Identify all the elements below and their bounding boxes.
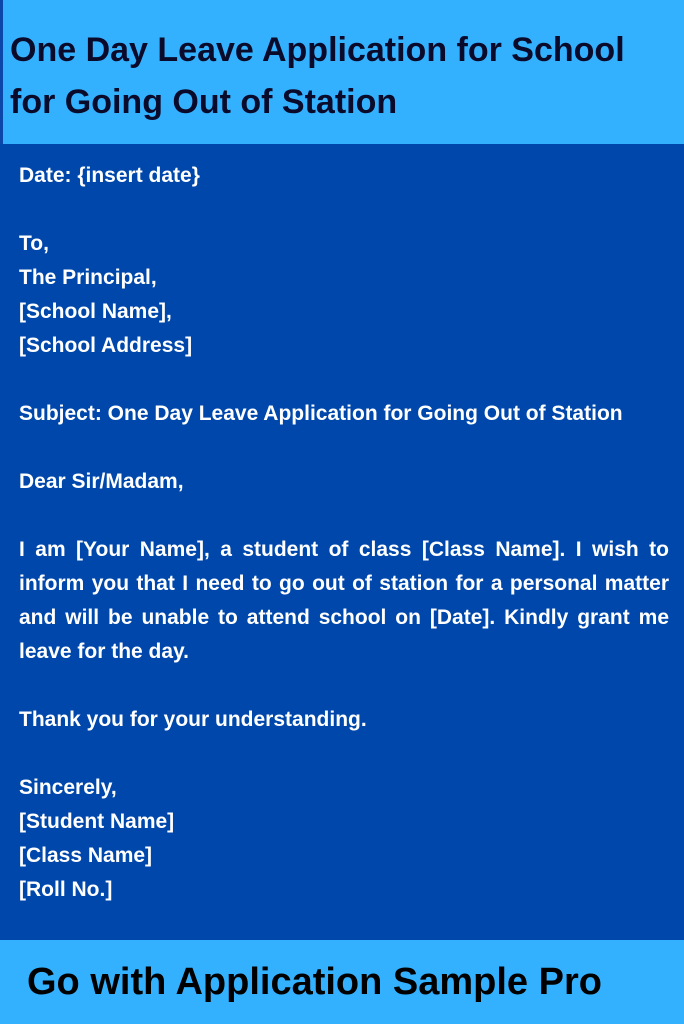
header-banner (0, 0, 684, 144)
closing-line: Sincerely, (19, 776, 117, 799)
date-line: Date: {insert date} (19, 164, 200, 187)
student-name-line: [Student Name] (19, 810, 175, 833)
spacer (19, 499, 669, 533)
spacer (19, 431, 669, 465)
subject-line: Subject: One Day Leave Application for Going Out of Station (19, 402, 623, 425)
class-name-line: [Class Name] (19, 844, 153, 867)
school-address-line: [School Address] (19, 334, 193, 357)
thanks-line: Thank you for your understanding. (19, 708, 367, 731)
letter-panel (0, 144, 684, 940)
letter-content (19, 159, 669, 907)
body-paragraph: I am [Your Name], a student of class [Class Name]. I wish to inform you that I need to go out of station for a personal matter and will be unable to attend school on [Date]. Kindly grant me leave for the day. (19, 538, 669, 663)
recipient-line: The Principal, (19, 266, 157, 289)
to-line: To, (19, 232, 49, 255)
footer-text: Go with Application Sample Pro (27, 961, 602, 1003)
roll-no-line: [Roll No.] (19, 878, 113, 901)
spacer (19, 737, 669, 771)
footer-banner (0, 940, 684, 1024)
spacer (19, 669, 669, 703)
spacer (19, 193, 669, 227)
school-name-line: [School Name], (19, 300, 172, 323)
salutation-line: Dear Sir/Madam, (19, 470, 184, 493)
spacer (19, 363, 669, 397)
page-title: One Day Leave Application for School for Going Out of Station (10, 31, 625, 121)
